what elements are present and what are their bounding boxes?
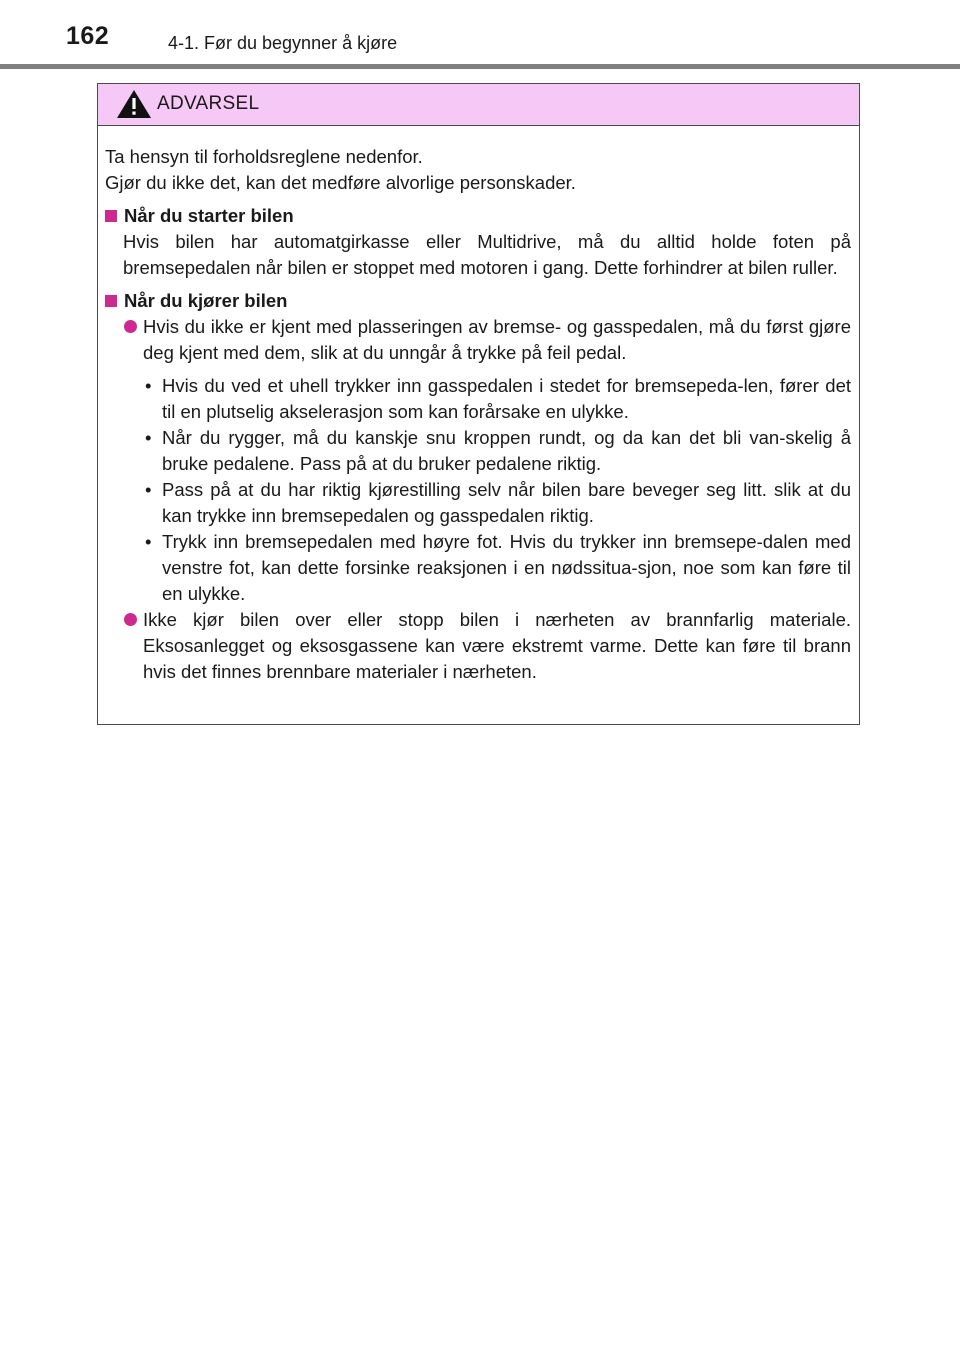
circle-item-text: Ikke kjør bilen over eller stopp bilen i nærheten av brannfarlig materiale. Eksosanlegget og eksosgassene kan være ekstremt varme. Dette kan føre til brann hvis det finnes brennbare materialer i nærheten. (143, 609, 851, 682)
warning-box (97, 83, 860, 725)
bullet-dot: • (145, 375, 152, 396)
warning-header (98, 84, 859, 126)
circle-item-text: Hvis du ikke er kjent med plasseringen av bremse- og gasspedalen, må du først gjøre deg kjent med dem, slik at du unngår å trykke på feil pedal. (143, 316, 851, 363)
header-rule (0, 64, 960, 69)
bullet-list (105, 373, 851, 607)
subheading-driving (105, 288, 851, 314)
subheading-label: Når du starter bilen (124, 205, 294, 226)
bullet-text: Pass på at du har riktig kjørestilling selv når bilen bare beveger seg litt. slik at du kan trykke inn bremsepedalen og gasspedalen riktig. (162, 479, 851, 526)
list-item (105, 373, 851, 425)
warning-title: ADVARSEL (157, 93, 260, 114)
page-number: 162 (66, 22, 110, 50)
bullet-text: Trykk inn bremsepedalen med høyre fot. Hvis du trykker inn bremsepe-dalen med venstre fot, kan dette forsinke reaksjonen i en nødssitua-sjon, noe som kan føre til en ulykke. (162, 531, 851, 604)
warning-triangle-icon (115, 88, 153, 120)
starting-paragraph: Hvis bilen har automatgirkasse eller Multidrive, må du alltid holde foten på bremsepedalen når bilen er stoppet med motoren i gang. Dette forhindrer at bilen ruller. (123, 231, 851, 278)
warning-body (98, 126, 859, 685)
section-title: 4-1. Før du begynner å kjøre (168, 33, 398, 53)
square-bullet-icon (105, 295, 117, 307)
bullet-dot: • (145, 427, 152, 448)
intro-line: Ta hensyn til forholdsreglene nedenfor. (105, 146, 423, 167)
page-header (0, 0, 960, 70)
list-item (105, 477, 851, 529)
subheading-label: Når du kjører bilen (124, 290, 288, 311)
square-bullet-icon (105, 210, 117, 222)
circle-list-item (105, 314, 851, 366)
bullet-text: Hvis du ved et uhell trykker inn gasspedalen i stedet for bremsepeda-len, fører det til en plutselig akselerasjon som kan forårsake en ulykke. (162, 375, 851, 422)
list-item (105, 529, 851, 607)
bullet-text: Når du rygger, må du kanskje snu kroppen rundt, og da kan det bli van-skelig å bruke pedalene. Pass på at du bruker pedalene riktig. (162, 427, 851, 474)
intro-line: Gjør du ikke det, kan det medføre alvorlige personskader. (105, 172, 576, 193)
bullet-dot: • (145, 479, 152, 500)
circle-bullet-icon (124, 613, 137, 626)
circle-bullet-icon (124, 320, 137, 333)
bullet-dot: • (145, 531, 152, 552)
circle-list-item (105, 607, 851, 685)
list-item (105, 425, 851, 477)
subheading-starting (105, 203, 851, 229)
